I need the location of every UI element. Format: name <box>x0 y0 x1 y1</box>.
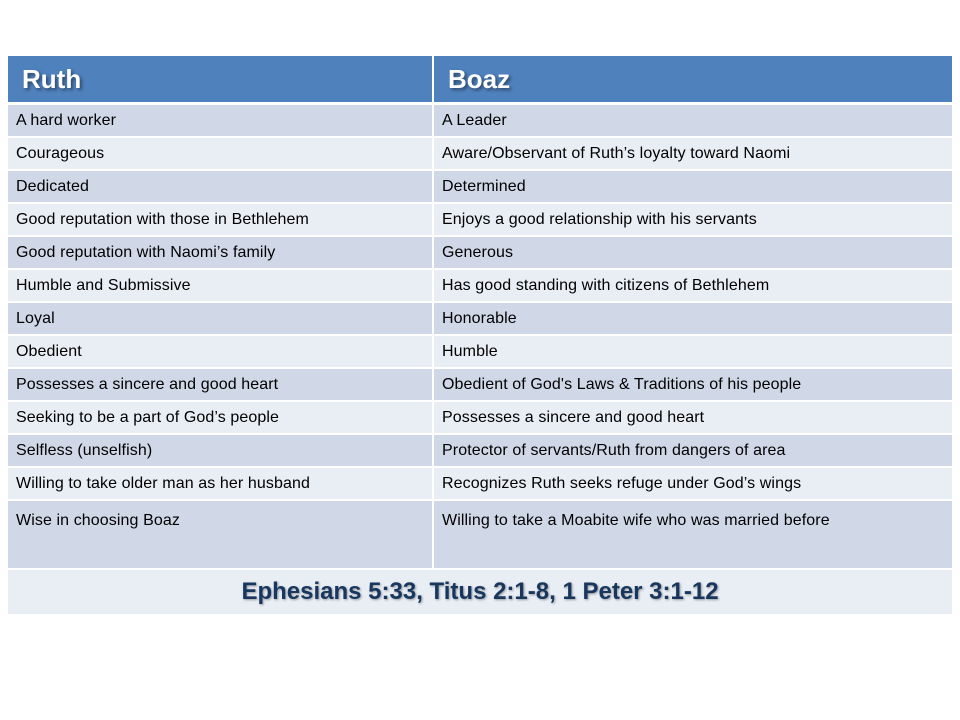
ruth-cell: Possesses a sincere and good heart <box>8 368 433 401</box>
table-row <box>8 401 952 434</box>
header-ruth: Ruth <box>8 56 433 104</box>
table-row <box>8 368 952 401</box>
ruth-cell: Loyal <box>8 302 433 335</box>
table-row <box>8 269 952 302</box>
traits-table <box>8 56 952 614</box>
ruth-cell: Selfless (unselfish) <box>8 434 433 467</box>
table-row <box>8 434 952 467</box>
ruth-cell: Humble and Submissive <box>8 269 433 302</box>
boaz-cell: Protector of servants/Ruth from dangers of area <box>433 434 952 467</box>
boaz-cell: A Leader <box>433 104 952 138</box>
ruth-cell: Wise in choosing Boaz <box>8 500 433 569</box>
boaz-cell: Humble <box>433 335 952 368</box>
table-row <box>8 104 952 138</box>
boaz-cell: Recognizes Ruth seeks refuge under God’s wings <box>433 467 952 500</box>
table-row <box>8 236 952 269</box>
table-row <box>8 170 952 203</box>
boaz-cell: Honorable <box>433 302 952 335</box>
header-row <box>8 56 952 104</box>
boaz-cell: Determined <box>433 170 952 203</box>
boaz-cell: Aware/Observant of Ruth’s loyalty toward Naomi <box>433 137 952 170</box>
table-row <box>8 500 952 569</box>
boaz-cell: Willing to take a Moabite wife who was married before <box>433 500 952 569</box>
ruth-cell: Obedient <box>8 335 433 368</box>
boaz-cell: Possesses a sincere and good heart <box>433 401 952 434</box>
header-boaz: Boaz <box>433 56 952 104</box>
ruth-cell: Courageous <box>8 137 433 170</box>
boaz-cell: Generous <box>433 236 952 269</box>
footer-row <box>8 569 952 614</box>
ruth-cell: Seeking to be a part of God’s people <box>8 401 433 434</box>
ruth-cell: Dedicated <box>8 170 433 203</box>
table-row <box>8 302 952 335</box>
table-row <box>8 203 952 236</box>
table-row <box>8 467 952 500</box>
ruth-cell: A hard worker <box>8 104 433 138</box>
ruth-cell: Good reputation with those in Bethlehem <box>8 203 433 236</box>
boaz-cell: Obedient of God's Laws & Traditions of his people <box>433 368 952 401</box>
scripture-references: Ephesians 5:33, Titus 2:1-8, 1 Peter 3:1-12 <box>8 569 952 614</box>
ruth-cell: Good reputation with Naomi’s family <box>8 236 433 269</box>
table-row <box>8 335 952 368</box>
ruth-cell: Willing to take older man as her husband <box>8 467 433 500</box>
boaz-cell: Has good standing with citizens of Bethlehem <box>433 269 952 302</box>
boaz-cell: Enjoys a good relationship with his servants <box>433 203 952 236</box>
table-row <box>8 137 952 170</box>
